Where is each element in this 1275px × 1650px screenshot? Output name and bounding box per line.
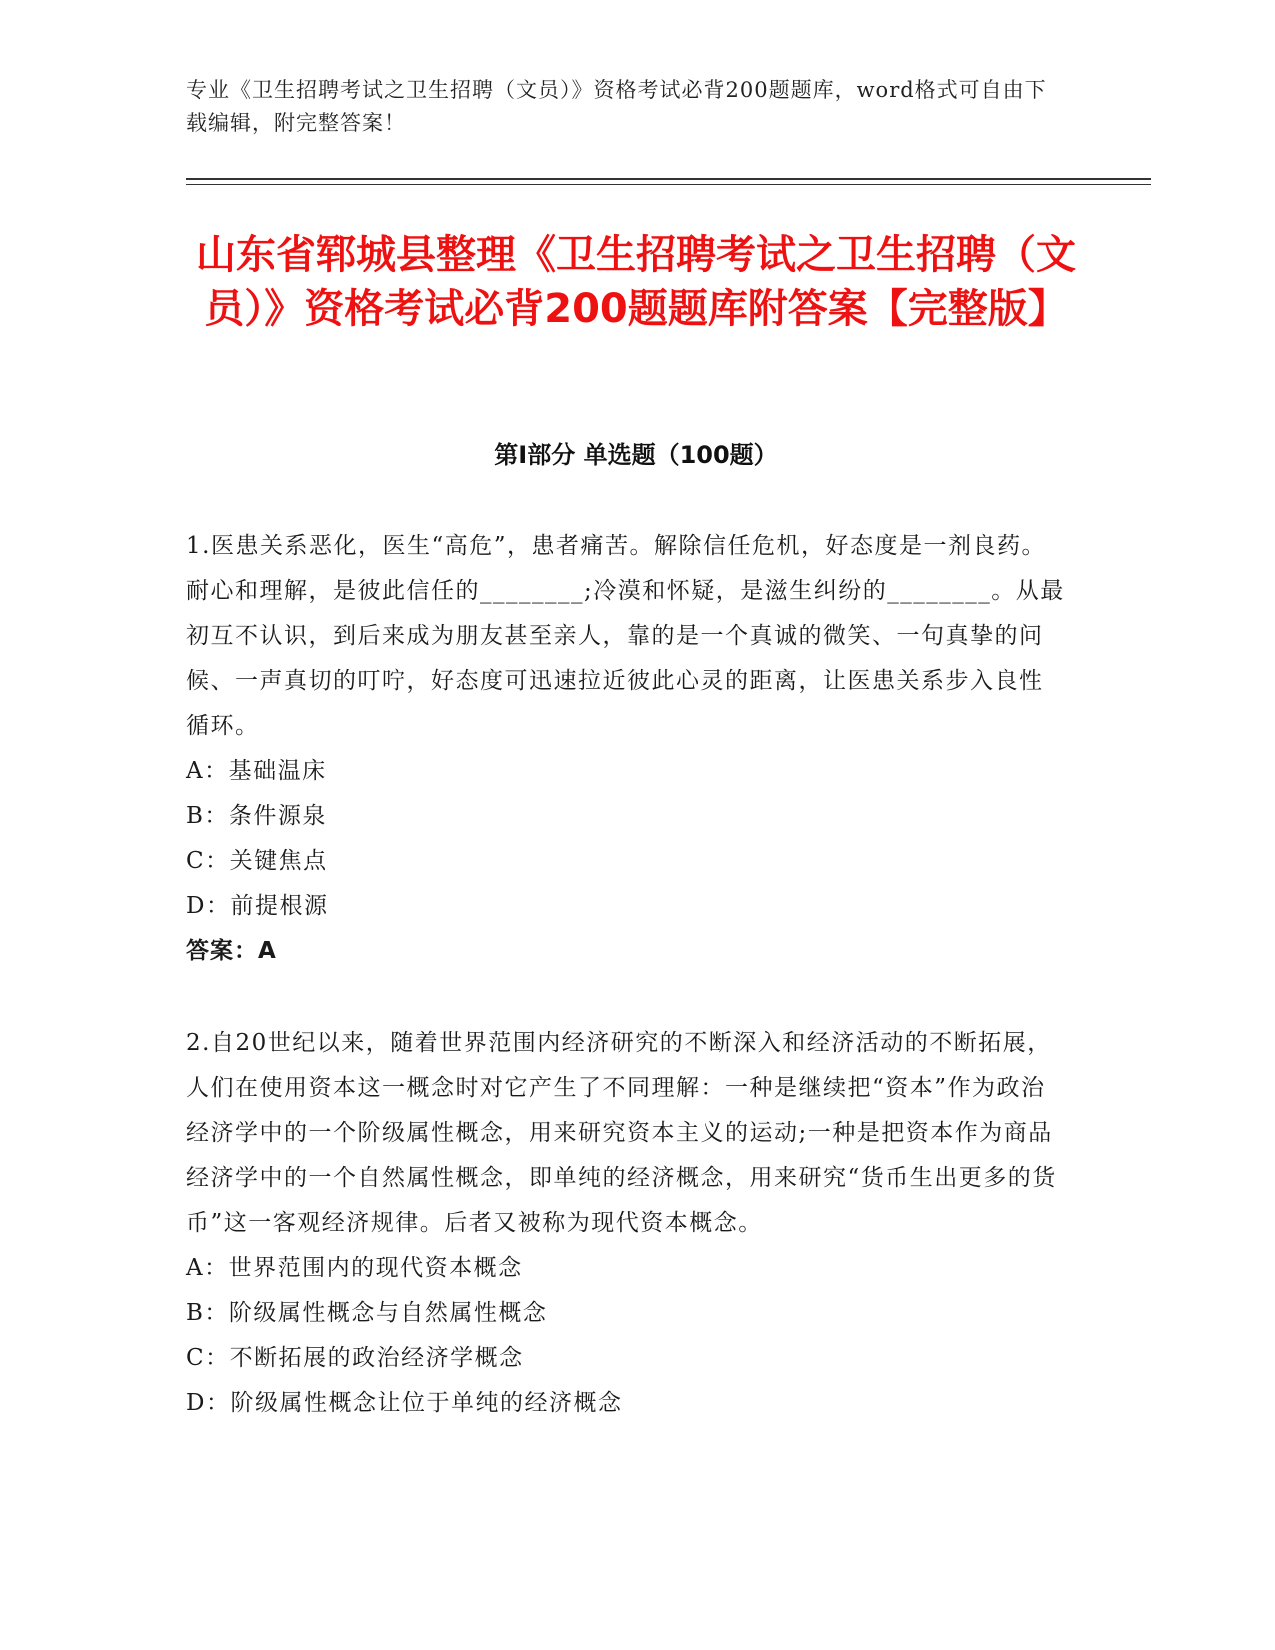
option-c: C：不断拓展的政治经济学概念 xyxy=(186,1345,524,1371)
option-c: C：关键焦点 xyxy=(186,848,328,874)
header-rule-thick xyxy=(186,178,1151,180)
answer-label: 答案：A xyxy=(186,938,277,964)
option-d: D：阶级属性概念让位于单纯的经济概念 xyxy=(186,1390,623,1416)
document-title: 山东省郓城县整理《卫生招聘考试之卫生招聘（文员）》资格考试必背200题题库附答案【完整版】 xyxy=(196,232,1076,332)
option-a: A：基础温床 xyxy=(186,758,327,784)
header-note: 专业《卫生招聘考试之卫生招聘（文员）》资格考试必背200题题库，word格式可自由下载编辑，附完整答案！ xyxy=(186,78,1047,135)
option-a: A：世界范围内的现代资本概念 xyxy=(186,1255,523,1281)
question-1 xyxy=(186,524,1066,974)
option-b: B：条件源泉 xyxy=(186,803,327,829)
option-b: B：阶级属性概念与自然属性概念 xyxy=(186,1300,548,1326)
question-2 xyxy=(186,1021,1066,1426)
option-d: D：前提根源 xyxy=(186,893,329,919)
header-rule-thin xyxy=(186,184,1151,185)
question-stem: 2.自20世纪以来，随着世界范围内经济研究的不断深入和经济活动的不断拓展，人们在使用资本这一概念时对它产生了不同理解：一种是继续把“资本”作为政治经济学中的一个阶级属性概念，用来研究资本主义的运动;一种是把资本作为商品经济学中的一个自然属性概念，即单纯的经济概念，用来研究“货币生出更多的货币”这一客观经济规律。后者又被称为现代资本概念。 xyxy=(186,1030,1057,1236)
question-stem: 1.医患关系恶化，医生“高危”，患者痛苦。解除信任危机，好态度是一剂良药。耐心和理解，是彼此信任的________;冷漠和怀疑，是滋生纠纷的________。从最初互不认识，到后来成为朋友甚至亲人，靠的是一个真诚的微笑、一句真挚的问候、一声真切的叮咛，好态度可迅速拉近彼此心灵的距离，让医患关系步入良性循环。 xyxy=(186,533,1065,739)
section-title: 第Ⅰ部分 单选题（100题） xyxy=(494,441,778,469)
